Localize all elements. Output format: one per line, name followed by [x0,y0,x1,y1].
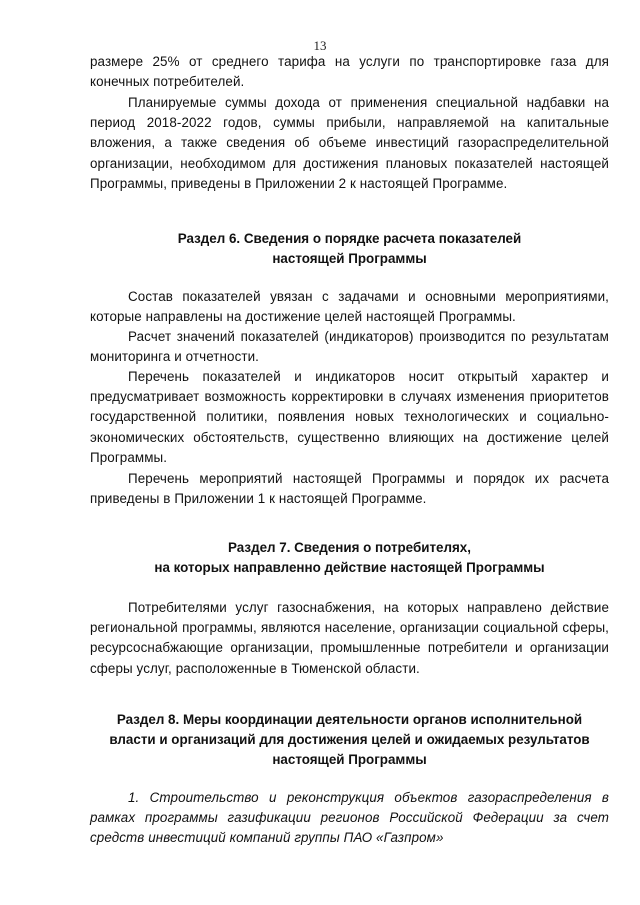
section-6-paragraph-3: Перечень показателей и индикаторов носит открытый характер и предусматривает возможность корректировки в случаях изменения приоритетов государственной политики, появления новых технологических и социально-экономических обстоятельств, существенно влияющих на достижение целей Программы. [90,369,609,465]
section-6-heading-line-2: настоящей Программы [272,251,427,267]
section-6-heading-line-1: Раздел 6. Сведения о порядке расчета показателей [177,231,522,246]
section-8-heading-line-3: настоящей Программы [272,752,427,768]
section-6-paragraph-2: Расчет значений показателей (индикаторов) производится по результатам мониторинга и отчетности. [90,329,609,365]
page-number: 13 [313,38,327,53]
section-7-paragraph-1: Потребителями услуг газоснабжения, на которых направлено действие региональной программы, являются население, организации социальной сферы, ресурсоснабжающие организации, промышленные потребители и организации сферы услуг, расположенные в Тюменской области. [90,600,609,676]
section-8-paragraph-1: 1. Строительство и реконструкция объектов газораспределения в рамках программы газификации регионов Российской Федерации за счет средств инвестиций компаний группы ПАО «Газпром» [90,790,609,846]
section-8-heading [90,710,609,771]
section-7-heading [90,538,609,578]
section-7-heading-line-2: на которых направленно действие настоящей Программы [154,560,545,576]
section-8-heading-line-2: власти и организаций для достижения целей и ожидаемых результатов [109,732,590,748]
paragraph-tariff-continuation: размере 25% от среднего тарифа на услуги по транспортировке газа для конечных потребителей. [90,54,609,90]
section-6-paragraph-4: Перечень мероприятий настоящей Программы и порядок их расчета приведены в Приложении 1 к настоящей Программе. [90,471,609,507]
paragraph-planned-income: Планируемые суммы дохода от применения специальной надбавки на период 2018-2022 годов, суммы прибыли, направляемой на капитальные вложения, а также сведения об объеме инвестиций газораспределительной организации, необходимом для достижения плановых показателей настоящей Программы, приведены в Приложении 2 к настоящей Программе. [90,95,609,191]
section-6-heading [90,229,609,269]
section-8-heading-line-1: Раздел 8. Меры координации деятельности органов исполнительной [116,712,583,727]
section-7-heading-line-1: Раздел 7. Сведения о потребителях, [228,540,471,555]
section-6-paragraph-1: Состав показателей увязан с задачами и основными мероприятиями, которые направлены на достижение целей настоящей Программы. [90,289,609,325]
